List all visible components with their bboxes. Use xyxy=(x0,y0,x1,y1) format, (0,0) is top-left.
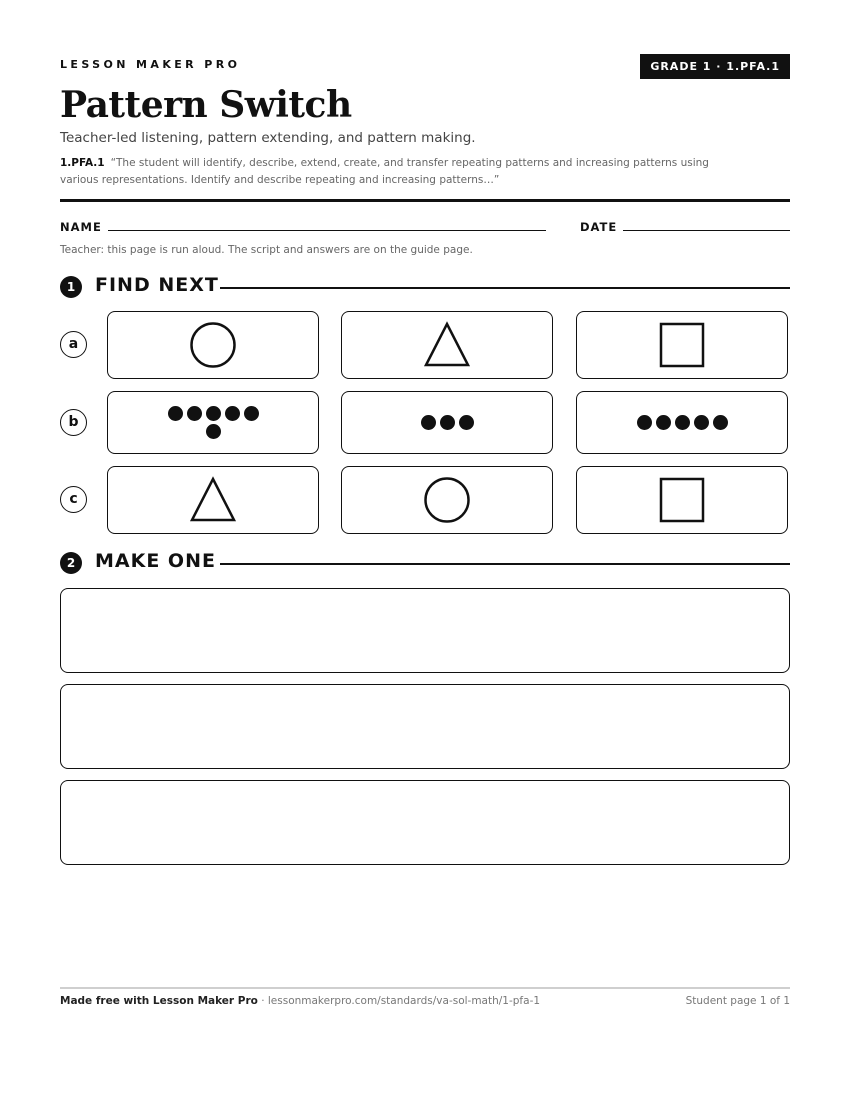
circle-icon xyxy=(188,320,238,370)
worksheet-page xyxy=(60,0,790,1100)
date-field[interactable] xyxy=(623,230,790,231)
footer-made-with: Made free with Lesson Maker Pro xyxy=(60,995,258,1007)
answer-box[interactable] xyxy=(60,588,790,673)
triangle-icon xyxy=(188,475,238,525)
brand-name: LESSON MAKER PRO xyxy=(60,58,241,71)
footer-url[interactable]: lessonmakerpro.com/standards/va-sol-math/1-pfa-1 xyxy=(267,995,541,1007)
row-label-b: b xyxy=(60,409,87,436)
row-label-a: a xyxy=(60,331,87,358)
triangle-icon xyxy=(422,320,472,370)
section-rule xyxy=(220,287,790,289)
teacher-note: Teacher: this page is run aloud. The script and answers are on the guide page. xyxy=(60,244,473,256)
dot xyxy=(206,424,221,439)
dot xyxy=(656,415,671,430)
footer-separator: · xyxy=(257,995,268,1007)
section-title: FIND NEXT xyxy=(95,274,219,296)
square-icon xyxy=(657,320,707,370)
square-icon xyxy=(657,475,707,525)
dot xyxy=(187,406,202,421)
pattern-cell-b-3 xyxy=(576,391,788,454)
standard-description xyxy=(60,155,750,189)
standard-text: “The student will identify, describe, extend, create, and transfer repeating patterns and increasing patterns using various representations. Identify and describe repeating and increasing patterns…” xyxy=(60,157,709,186)
page-title: Pattern Switch xyxy=(60,84,352,126)
dot xyxy=(713,415,728,430)
pattern-cell-c-1 xyxy=(107,466,319,534)
dot-group xyxy=(421,415,474,430)
dot xyxy=(206,406,221,421)
name-label: NAME xyxy=(60,220,102,234)
grade-badge: GRADE 1 · 1.PFA.1 xyxy=(640,54,790,79)
square-shape xyxy=(661,324,703,366)
row-label-c: c xyxy=(60,486,87,513)
section-find-next-header xyxy=(60,274,790,300)
footer-credit xyxy=(60,995,540,1007)
pattern-cell-c-2 xyxy=(341,466,553,534)
dot xyxy=(694,415,709,430)
pattern-cell-c-3 xyxy=(576,466,788,534)
section-title: MAKE ONE xyxy=(95,550,216,572)
dot xyxy=(459,415,474,430)
square-shape xyxy=(661,479,703,521)
circle-shape xyxy=(426,479,469,522)
dot-row xyxy=(421,415,474,430)
answer-box[interactable] xyxy=(60,780,790,865)
footer-divider xyxy=(60,987,790,989)
section-make-one-header xyxy=(60,550,790,576)
pattern-cell-b-2 xyxy=(341,391,553,454)
dot xyxy=(168,406,183,421)
name-field[interactable] xyxy=(108,230,546,231)
dot-group xyxy=(168,406,259,439)
circle-icon xyxy=(422,475,472,525)
header-divider xyxy=(60,199,790,202)
answer-box[interactable] xyxy=(60,684,790,769)
standard-code: 1.PFA.1 xyxy=(60,157,105,169)
dot-row xyxy=(168,406,259,421)
section-rule xyxy=(220,563,790,565)
dot-row xyxy=(206,424,221,439)
section-number: 2 xyxy=(60,552,82,574)
dot xyxy=(675,415,690,430)
dot xyxy=(637,415,652,430)
dot-group xyxy=(637,415,728,430)
dot xyxy=(244,406,259,421)
triangle-shape xyxy=(192,479,234,520)
dot xyxy=(440,415,455,430)
pattern-cell-a-3 xyxy=(576,311,788,379)
page-subtitle: Teacher-led listening, pattern extending, and pattern making. xyxy=(60,130,476,146)
footer-page-info: Student page 1 of 1 xyxy=(685,995,790,1007)
triangle-shape xyxy=(426,324,468,365)
circle-shape xyxy=(192,324,235,367)
dot xyxy=(421,415,436,430)
pattern-cell-b-1 xyxy=(107,391,319,454)
dot-row xyxy=(637,415,728,430)
date-label: DATE xyxy=(580,220,618,234)
section-number: 1 xyxy=(60,276,82,298)
pattern-cell-a-1 xyxy=(107,311,319,379)
dot xyxy=(225,406,240,421)
pattern-cell-a-2 xyxy=(341,311,553,379)
